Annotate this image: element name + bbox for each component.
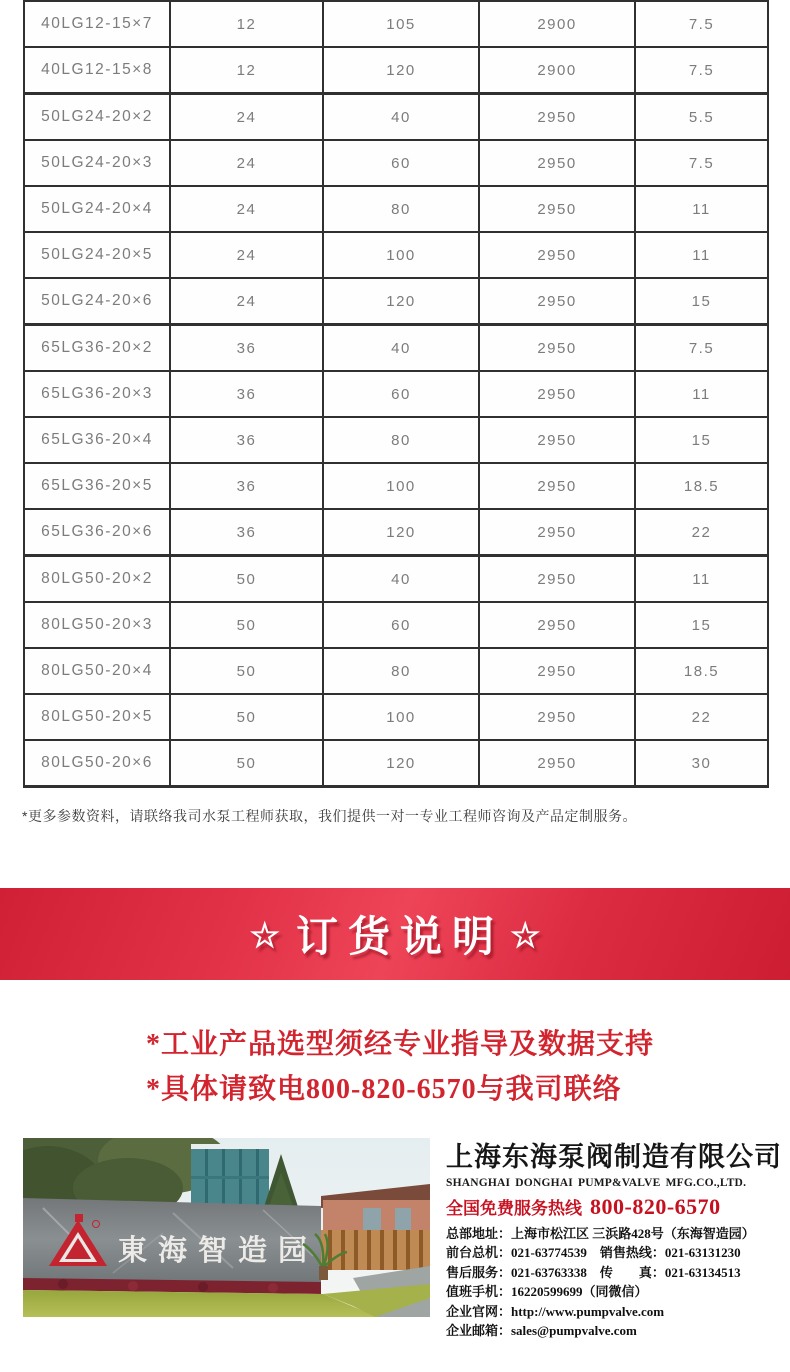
slogan-block	[146, 1022, 654, 1112]
value-cell: 2950	[479, 94, 635, 141]
value-cell: 100	[323, 232, 479, 278]
value-cell: 50	[170, 740, 323, 787]
value-cell: 36	[170, 509, 323, 556]
star-icon: ☆	[249, 917, 280, 955]
value-cell: 15	[635, 602, 768, 648]
banner-title-text: 订货说明	[295, 913, 504, 960]
value-cell: 7.5	[635, 140, 768, 186]
model-cell: 80LG50-20×4	[24, 648, 170, 694]
model-cell: 80LG50-20×2	[24, 556, 170, 603]
value-cell: 22	[635, 694, 768, 740]
table-row	[24, 417, 768, 463]
value-cell: 18.5	[635, 463, 768, 509]
table-row	[24, 463, 768, 509]
value-cell: 50	[170, 694, 323, 740]
table-row	[24, 1, 768, 47]
value-cell: 7.5	[635, 47, 768, 94]
value-cell: 24	[170, 278, 323, 325]
model-cell: 80LG50-20×6	[24, 740, 170, 787]
value-cell: 7.5	[635, 1, 768, 47]
value-cell: 12	[170, 47, 323, 94]
value-cell: 80	[323, 186, 479, 232]
value-cell: 2950	[479, 648, 635, 694]
value-cell: 100	[323, 463, 479, 509]
slogan-line: *具体请致电800-820-6570与我司联络	[146, 1074, 622, 1105]
spec-table-body	[24, 1, 768, 787]
value-cell: 2950	[479, 602, 635, 648]
table-row	[24, 371, 768, 417]
photo-sign-text: 東海智造园	[118, 1235, 319, 1267]
value-cell: 80	[323, 417, 479, 463]
value-cell: 40	[323, 325, 479, 372]
value-cell: 2950	[479, 509, 635, 556]
table-row	[24, 186, 768, 232]
contact-line: 售后服务：021-63763338 传 真：021-63134513	[446, 1264, 741, 1280]
value-cell: 2950	[479, 325, 635, 372]
value-cell: 60	[323, 602, 479, 648]
model-cell: 50LG24-20×2	[24, 94, 170, 141]
model-cell: 50LG24-20×6	[24, 278, 170, 325]
value-cell: 50	[170, 602, 323, 648]
value-cell: 2950	[479, 140, 635, 186]
value-cell: 105	[323, 1, 479, 47]
value-cell: 24	[170, 232, 323, 278]
value-cell: 2900	[479, 47, 635, 94]
table-row	[24, 694, 768, 740]
value-cell: 22	[635, 509, 768, 556]
value-cell: 80	[323, 648, 479, 694]
value-cell: 2950	[479, 556, 635, 603]
value-cell: 12	[170, 1, 323, 47]
table-row	[24, 47, 768, 94]
model-cell: 65LG36-20×4	[24, 417, 170, 463]
ordering-banner-title	[250, 904, 541, 964]
model-cell: 50LG24-20×5	[24, 232, 170, 278]
value-cell: 120	[323, 740, 479, 787]
table-row	[24, 94, 768, 141]
model-cell: 40LG12-15×7	[24, 1, 170, 47]
value-cell: 36	[170, 325, 323, 372]
model-cell: 80LG50-20×3	[24, 602, 170, 648]
value-cell: 11	[635, 232, 768, 278]
value-cell: 24	[170, 186, 323, 232]
value-cell: 2950	[479, 186, 635, 232]
value-cell: 15	[635, 417, 768, 463]
service-hotline	[446, 1194, 786, 1220]
contact-line: 前台总机：021-63774539 销售热线：021-63131230	[446, 1245, 741, 1261]
ordering-banner	[0, 888, 790, 980]
value-cell: 30	[635, 740, 768, 787]
value-cell: 24	[170, 94, 323, 141]
value-cell: 36	[170, 371, 323, 417]
model-cell: 65LG36-20×2	[24, 325, 170, 372]
value-cell: 2950	[479, 694, 635, 740]
contact-lines	[446, 1224, 786, 1340]
value-cell: 11	[635, 186, 768, 232]
value-cell: 7.5	[635, 325, 768, 372]
company-name-cn: 上海东海泵阀制造有限公司	[446, 1142, 782, 1172]
hotline-label: 全国免费服务热线	[446, 1199, 582, 1218]
value-cell: 40	[323, 94, 479, 141]
value-cell: 18.5	[635, 648, 768, 694]
table-row	[24, 140, 768, 186]
value-cell: 100	[323, 694, 479, 740]
value-cell: 120	[323, 278, 479, 325]
factory-photo	[23, 1138, 430, 1317]
company-info	[446, 1135, 786, 1340]
value-cell: 15	[635, 278, 768, 325]
model-cell: 50LG24-20×4	[24, 186, 170, 232]
table-row	[24, 325, 768, 372]
value-cell: 2950	[479, 463, 635, 509]
gate-fence	[321, 1230, 430, 1270]
value-cell: 40	[323, 556, 479, 603]
contact-line: 值班手机：16220599699（同微信）	[446, 1284, 648, 1300]
value-cell: 50	[170, 556, 323, 603]
table-row	[24, 740, 768, 787]
model-cell: 65LG36-20×5	[24, 463, 170, 509]
table-row	[24, 509, 768, 556]
value-cell: 60	[323, 371, 479, 417]
value-cell: 2950	[479, 371, 635, 417]
contact-line: 总部地址：上海市松江区 三浜路428号（东海智造园）	[446, 1226, 755, 1241]
slogan-line: *工业产品选型须经专业指导及数据支持	[146, 1029, 655, 1060]
model-cell: 80LG50-20×5	[24, 694, 170, 740]
table-row	[24, 232, 768, 278]
value-cell: 2950	[479, 417, 635, 463]
model-cell: 65LG36-20×6	[24, 509, 170, 556]
table-row	[24, 602, 768, 648]
value-cell: 2900	[479, 1, 635, 47]
value-cell: 2950	[479, 740, 635, 787]
contact-line: 企业邮箱：sales@pumpvalve.com	[446, 1323, 637, 1339]
hotline-number: 800-820-6570	[590, 1194, 721, 1219]
value-cell: 36	[170, 417, 323, 463]
star-icon: ☆	[510, 917, 541, 955]
table-row	[24, 556, 768, 603]
model-cell: 50LG24-20×3	[24, 140, 170, 186]
contact-line: 企业官网：http://www.pumpvalve.com	[446, 1303, 665, 1319]
company-name-en: SHANGHAI DONGHAI PUMP&VALVE MFG.CO.,LTD.	[446, 1177, 747, 1189]
value-cell: 120	[323, 47, 479, 94]
table-row	[24, 648, 768, 694]
value-cell: 36	[170, 463, 323, 509]
value-cell: 11	[635, 556, 768, 603]
value-cell: 50	[170, 648, 323, 694]
value-cell: 2950	[479, 232, 635, 278]
value-cell: 11	[635, 371, 768, 417]
value-cell: 24	[170, 140, 323, 186]
pump-spec-table	[23, 0, 769, 788]
table-row	[24, 278, 768, 325]
model-cell: 65LG36-20×3	[24, 371, 170, 417]
model-cell: 40LG12-15×8	[24, 47, 170, 94]
value-cell: 2950	[479, 278, 635, 325]
value-cell: 5.5	[635, 94, 768, 141]
value-cell: 60	[323, 140, 479, 186]
table-footnote: *更多参数资料，请联络我司水泵工程师获取，我们提供一对一专业工程师咨询及产品定制服务。	[22, 808, 637, 824]
value-cell: 120	[323, 509, 479, 556]
